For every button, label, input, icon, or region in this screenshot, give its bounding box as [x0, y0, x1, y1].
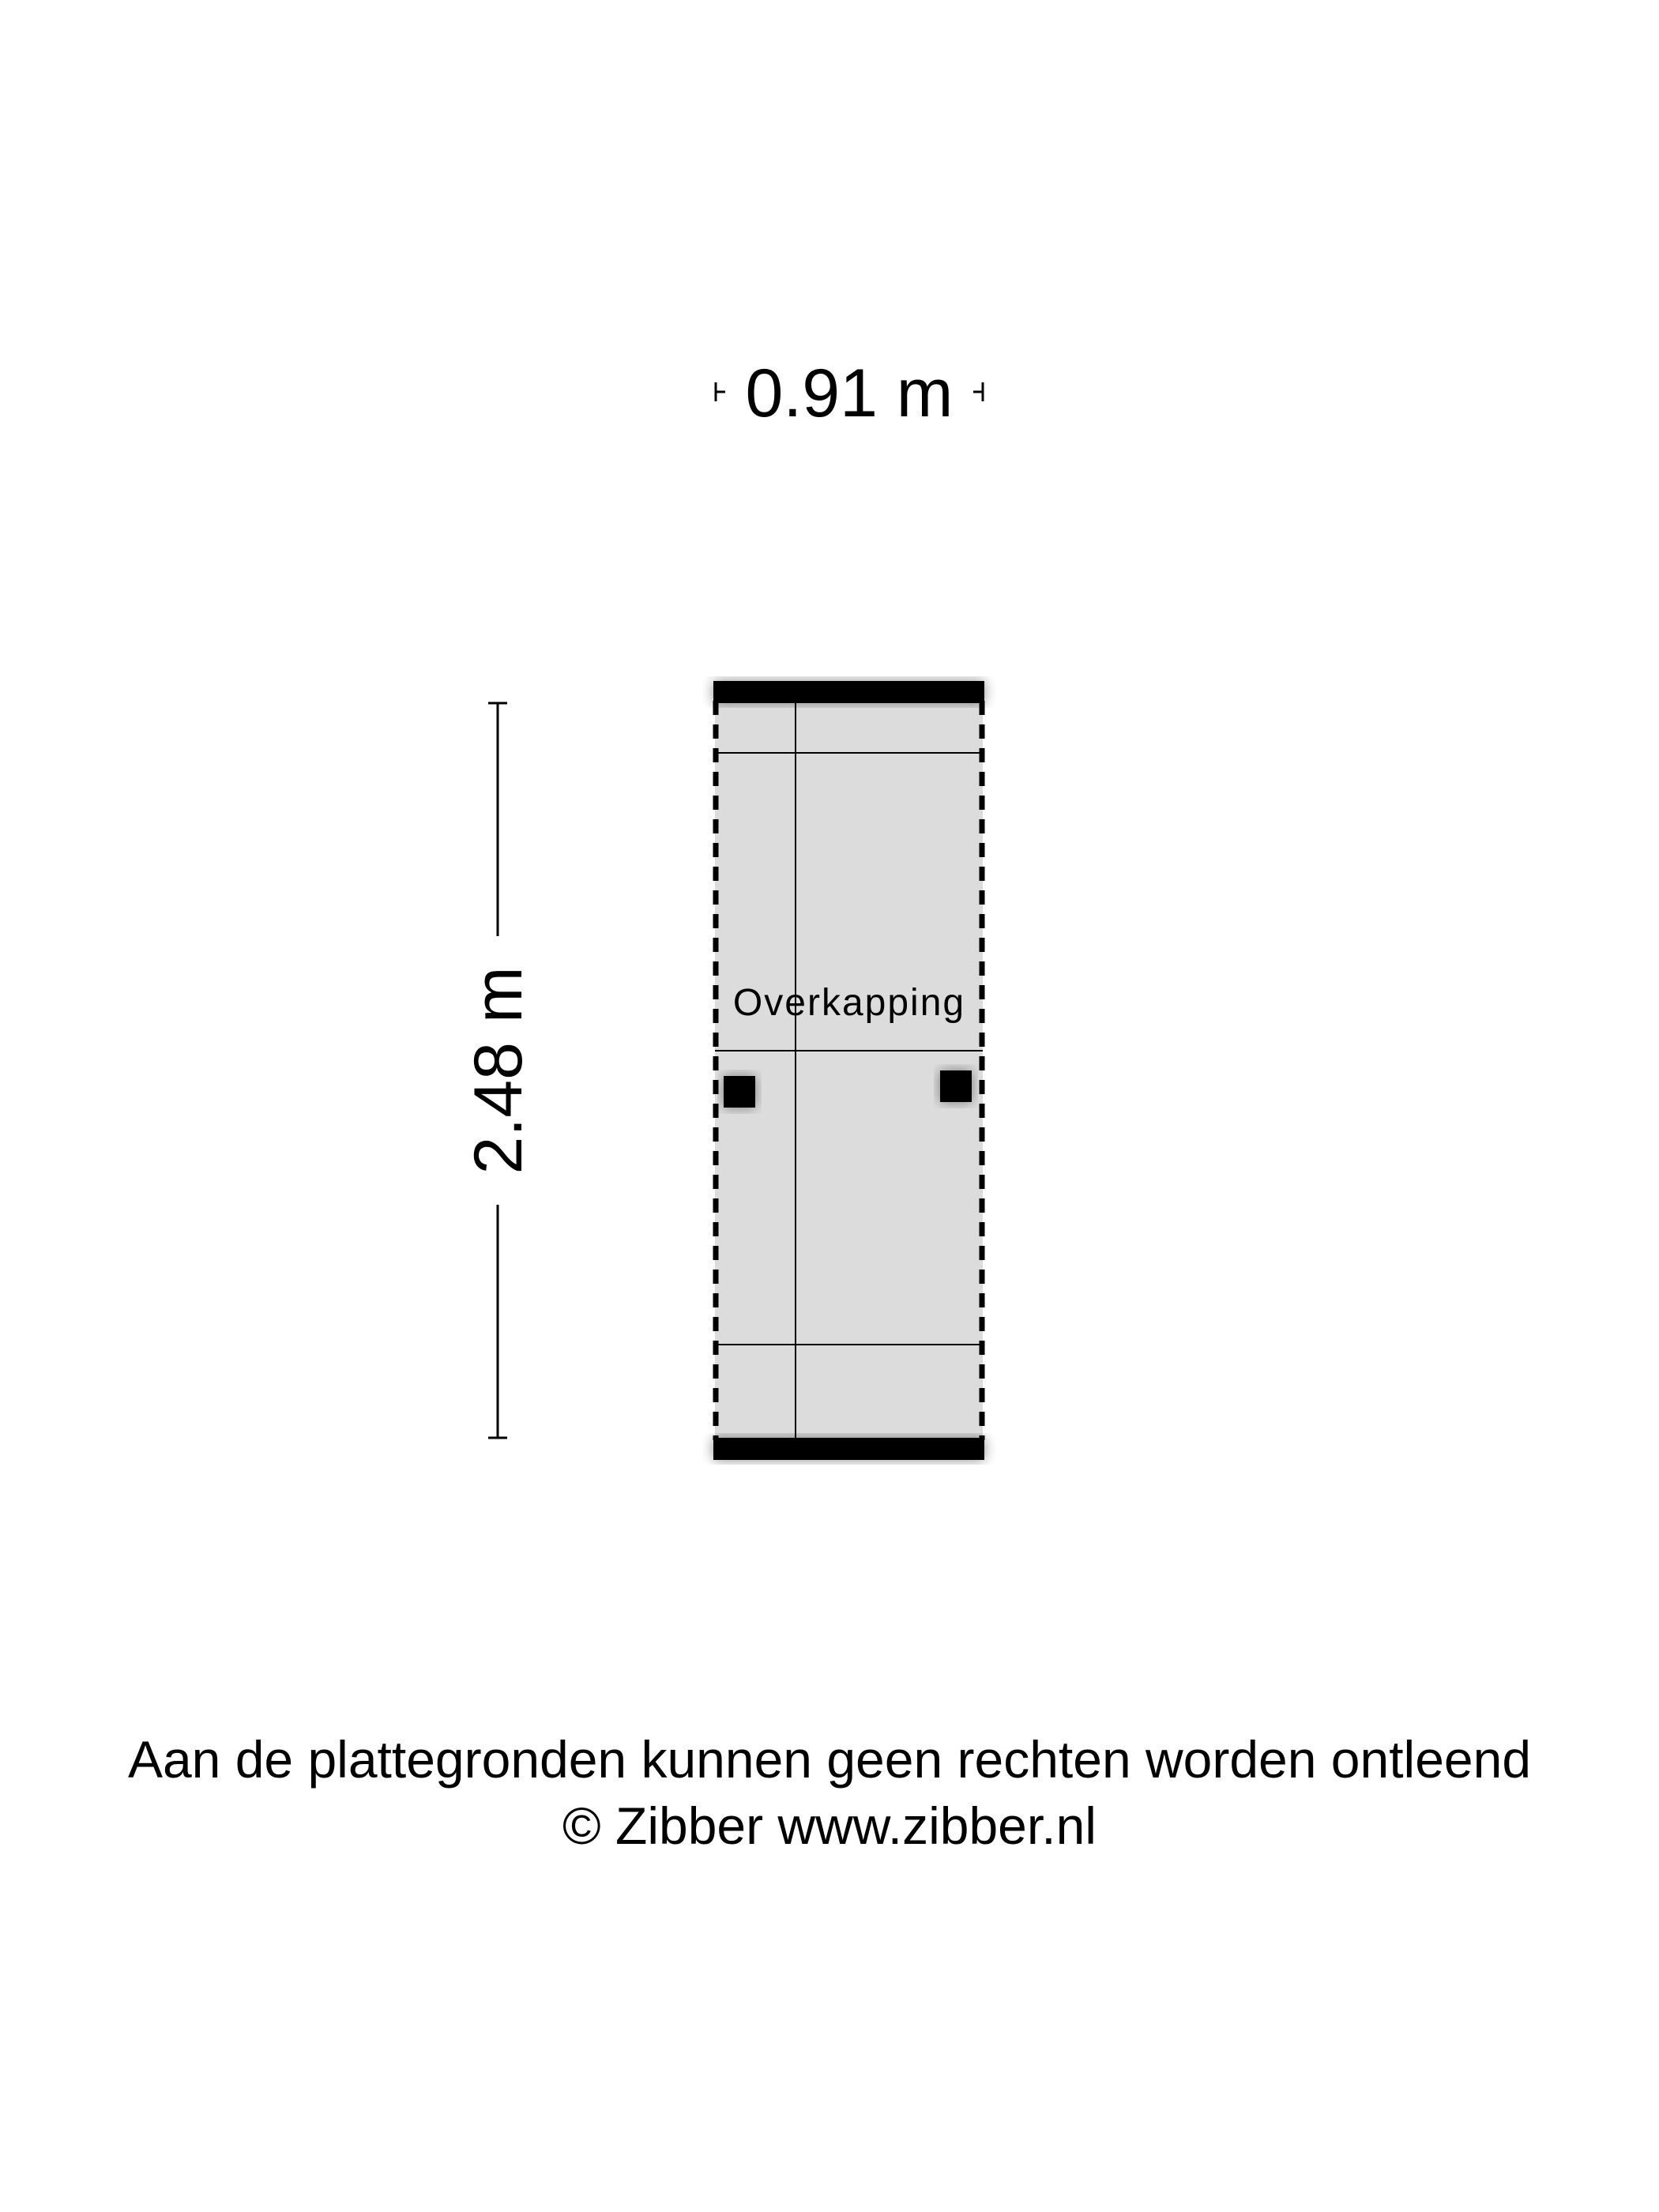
height-dimension: [461, 703, 536, 1438]
wall-top: [713, 681, 984, 703]
wall-bottom: [713, 1438, 984, 1460]
height-dimension-label: 2.48 m: [461, 966, 536, 1175]
width-dimension-label: 0.91 m: [745, 356, 954, 431]
support-post-right: [940, 1070, 972, 1102]
support-post-left: [724, 1076, 755, 1108]
room-label: Overkapping: [732, 982, 966, 1024]
disclaimer-text: Aan de plattegronden kunnen geen rechten worden ontleend: [127, 1730, 1532, 1789]
copyright-text: © Zibber www.zibber.nl: [562, 1796, 1097, 1855]
room-overkapping: [713, 681, 984, 1460]
width-dimension: [716, 356, 983, 431]
